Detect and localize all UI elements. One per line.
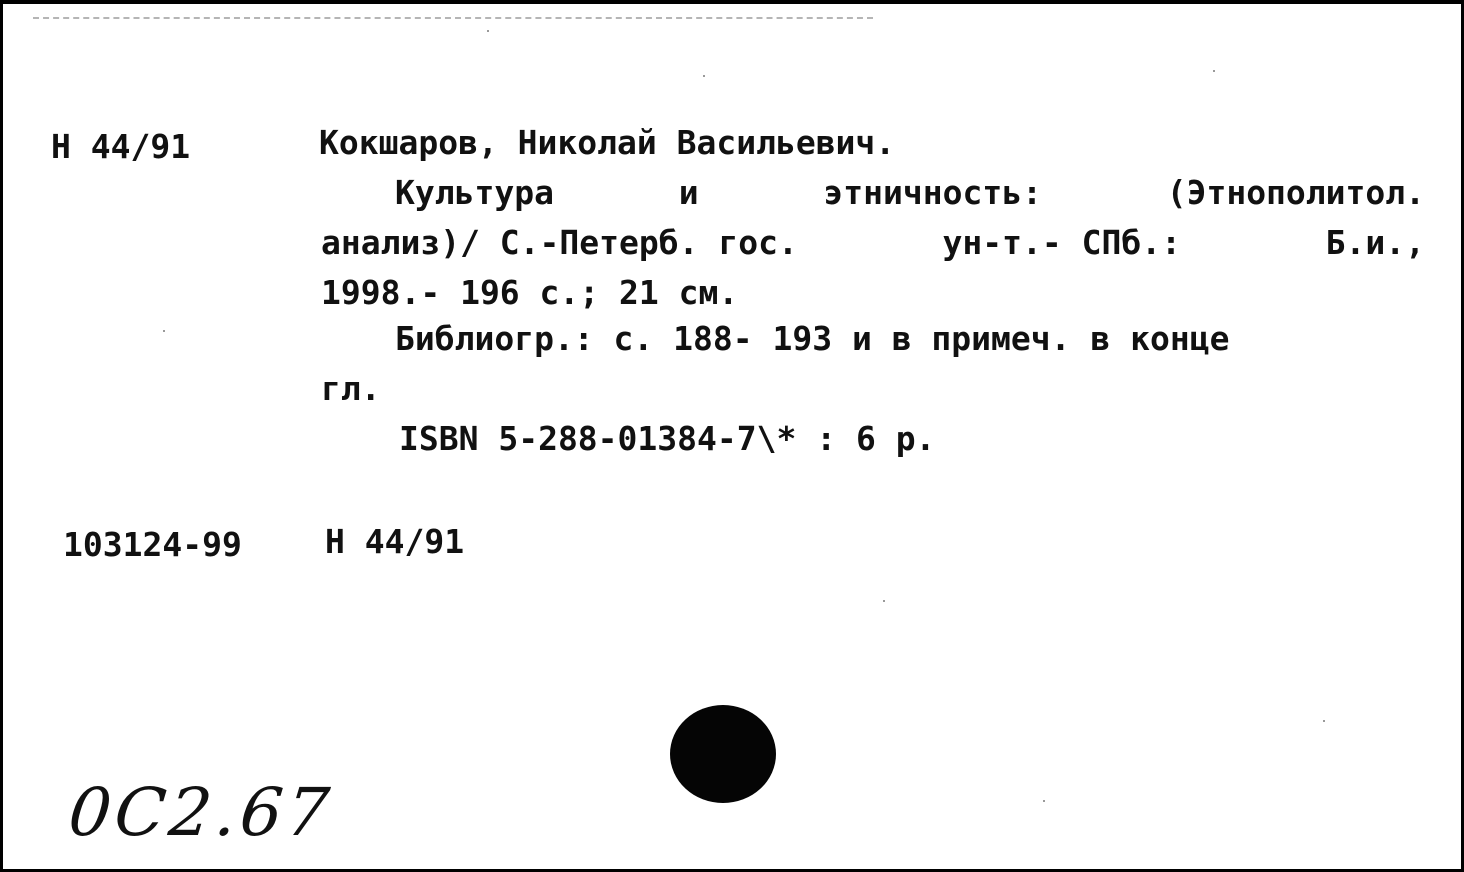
- title-word: (Этнополитол.: [1166, 173, 1425, 212]
- title-segment: анализ)/ С.-Петерб. гос.: [321, 223, 798, 262]
- accession-number: 103124-99: [63, 525, 242, 564]
- card-top-border: [3, 0, 1464, 4]
- faint-ruled-line: [33, 17, 873, 19]
- card-punch-hole: [670, 705, 776, 803]
- title-word: Культура: [395, 173, 554, 212]
- title-segment: Б.и.,: [1325, 223, 1425, 262]
- paper-speck: [1043, 800, 1045, 802]
- paper-speck: [883, 600, 885, 602]
- title-line-2: [321, 223, 1425, 262]
- paper-speck: [487, 30, 489, 32]
- bibliography-note-continued: гл.: [321, 369, 381, 408]
- paper-speck: [1323, 720, 1325, 722]
- handwritten-classification-code: 0С2.67: [65, 774, 337, 851]
- shelf-mark-repeat: Н 44/91: [325, 522, 465, 561]
- imprint-line: 1998.- 196 с.; 21 см.: [321, 273, 739, 312]
- title-line-1: [395, 173, 1425, 212]
- paper-speck: [163, 330, 165, 332]
- author-heading: Кокшаров, Николай Васильевич.: [319, 123, 896, 162]
- paper-speck: [1213, 70, 1215, 72]
- title-word: этничность:: [823, 173, 1042, 212]
- shelf-mark: Н 44/91: [51, 127, 191, 166]
- title-segment: ун-т.- СПб.:: [942, 223, 1181, 262]
- title-word: и: [678, 173, 699, 212]
- bibliography-note: Библиогр.: с. 188- 193 и в примеч. в конце: [395, 319, 1230, 358]
- paper-speck: [703, 75, 705, 77]
- isbn-line: ISBN 5-288-01384-7\* : 6 р.: [399, 419, 936, 458]
